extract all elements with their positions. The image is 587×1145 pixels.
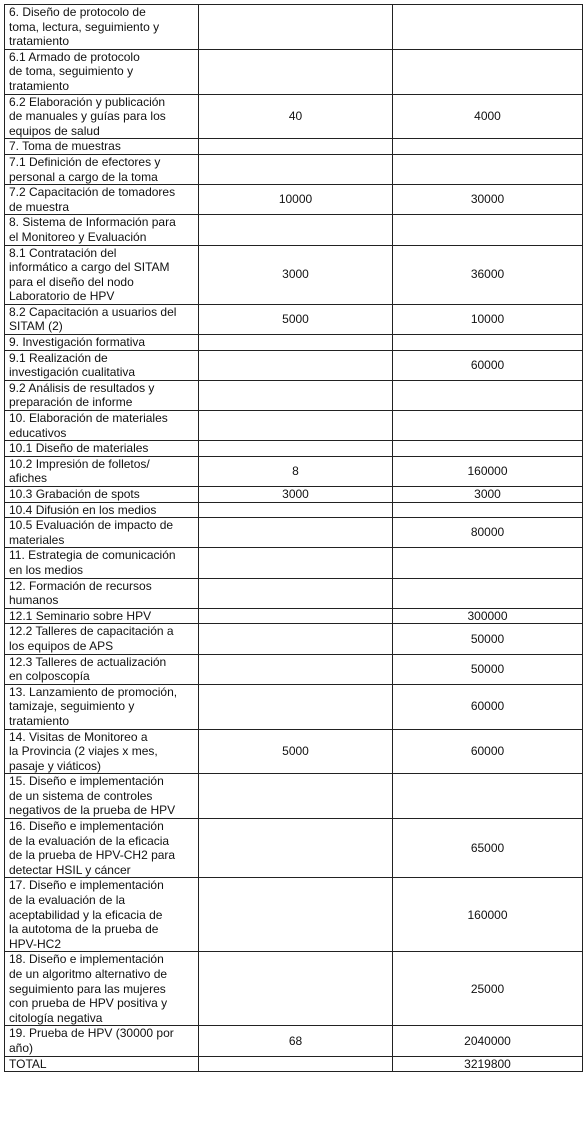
table-row xyxy=(5,304,583,334)
table-row xyxy=(5,154,583,184)
activity-cell: 11. Estrategia de comunicación en los medios xyxy=(5,548,199,578)
value-b-cell: 160000 xyxy=(393,878,583,952)
table-row xyxy=(5,94,583,139)
activity-cell: 12.3 Talleres de actualización en colposcopía xyxy=(5,654,199,684)
value-b-cell xyxy=(393,215,583,245)
activity-cell: 8. Sistema de Información para el Monitoreo y Evaluación xyxy=(5,215,199,245)
value-a-cell xyxy=(199,411,393,441)
value-a-cell xyxy=(199,654,393,684)
activity-cell: 6.1 Armado de protocolo de toma, seguimiento y tratamiento xyxy=(5,49,199,94)
value-b-cell: 36000 xyxy=(393,245,583,304)
value-a-cell: 8 xyxy=(199,456,393,486)
value-b-cell xyxy=(393,139,583,155)
activity-cell: 6.2 Elaboración y publicación de manuales y guías para los equipos de salud xyxy=(5,94,199,139)
table-row xyxy=(5,729,583,774)
value-a-cell xyxy=(199,380,393,410)
value-a-cell: 68 xyxy=(199,1026,393,1056)
value-a-cell xyxy=(199,878,393,952)
activity-cell: 8.2 Capacitación a usuarios del SITAM (2) xyxy=(5,304,199,334)
activity-cell: 10.5 Evaluación de impacto de materiales xyxy=(5,518,199,548)
value-a-cell xyxy=(199,154,393,184)
value-b-cell: 30000 xyxy=(393,185,583,215)
value-b-cell xyxy=(393,441,583,457)
table-row xyxy=(5,441,583,457)
activity-cell: 7. Toma de muestras xyxy=(5,139,199,155)
value-a-cell xyxy=(199,578,393,608)
activity-cell: 9.1 Realización de investigación cualitativa xyxy=(5,350,199,380)
table-row xyxy=(5,654,583,684)
value-b-cell: 25000 xyxy=(393,952,583,1026)
activity-cell: 9. Investigación formativa xyxy=(5,335,199,351)
activity-cell: 7.2 Capacitación de tomadores de muestra xyxy=(5,185,199,215)
table-row xyxy=(5,578,583,608)
table-row xyxy=(5,518,583,548)
value-b-cell: 300000 xyxy=(393,608,583,624)
value-a-cell: 40 xyxy=(199,94,393,139)
table-row xyxy=(5,819,583,878)
activity-cell: 12. Formación de recursos humanos xyxy=(5,578,199,608)
value-b-cell: 4000 xyxy=(393,94,583,139)
table-row xyxy=(5,380,583,410)
value-b-cell xyxy=(393,380,583,410)
activity-cell: 13. Lanzamiento de promoción, tamizaje, seguimiento y tratamiento xyxy=(5,684,199,729)
table-row xyxy=(5,350,583,380)
table-row xyxy=(5,608,583,624)
activity-cell: 15. Diseño e implementación de un sistema de controles negativos de la prueba de HPV xyxy=(5,774,199,819)
table-row xyxy=(5,185,583,215)
table-row xyxy=(5,335,583,351)
value-b-cell: 10000 xyxy=(393,304,583,334)
budget-table xyxy=(4,4,583,1072)
value-a-cell xyxy=(199,335,393,351)
value-a-cell xyxy=(199,441,393,457)
value-a-cell xyxy=(199,49,393,94)
table-row xyxy=(5,1056,583,1072)
activity-cell: 7.1 Definición de efectores y personal a cargo de la toma xyxy=(5,154,199,184)
table-row xyxy=(5,1026,583,1056)
value-b-cell: 3219800 xyxy=(393,1056,583,1072)
table-row xyxy=(5,456,583,486)
activity-cell: 10. Elaboración de materiales educativos xyxy=(5,411,199,441)
value-a-cell xyxy=(199,952,393,1026)
value-b-cell xyxy=(393,154,583,184)
value-b-cell xyxy=(393,548,583,578)
table-row xyxy=(5,215,583,245)
value-b-cell: 65000 xyxy=(393,819,583,878)
activity-cell: 8.1 Contratación del informático a cargo del SITAM para el diseño del nodo Laboratorio de HPV xyxy=(5,245,199,304)
activity-cell: 10.1 Diseño de materiales xyxy=(5,441,199,457)
value-a-cell xyxy=(199,350,393,380)
table-row xyxy=(5,49,583,94)
value-b-cell: 60000 xyxy=(393,729,583,774)
value-a-cell: 5000 xyxy=(199,304,393,334)
value-b-cell: 2040000 xyxy=(393,1026,583,1056)
activity-cell: 6. Diseño de protocolo de toma, lectura, seguimiento y tratamiento xyxy=(5,5,199,50)
table-row xyxy=(5,502,583,518)
budget-table-body xyxy=(5,5,583,1072)
table-row xyxy=(5,548,583,578)
value-a-cell xyxy=(199,215,393,245)
value-a-cell: 3000 xyxy=(199,245,393,304)
value-a-cell xyxy=(199,774,393,819)
activity-cell: 12.1 Seminario sobre HPV xyxy=(5,608,199,624)
value-b-cell xyxy=(393,5,583,50)
activity-cell: 9.2 Análisis de resultados y preparación de informe xyxy=(5,380,199,410)
table-row xyxy=(5,878,583,952)
value-a-cell xyxy=(199,819,393,878)
value-b-cell: 50000 xyxy=(393,624,583,654)
table-row xyxy=(5,684,583,729)
activity-cell: TOTAL xyxy=(5,1056,199,1072)
value-b-cell xyxy=(393,502,583,518)
value-a-cell xyxy=(199,684,393,729)
value-b-cell xyxy=(393,774,583,819)
activity-cell: 10.3 Grabación de spots xyxy=(5,487,199,503)
activity-cell: 17. Diseño e implementación de la evaluación de la aceptabilidad y la eficacia de la autotoma de la prueba de HPV-HC2 xyxy=(5,878,199,952)
activity-cell: 10.4 Difusión en los medios xyxy=(5,502,199,518)
value-a-cell: 3000 xyxy=(199,487,393,503)
activity-cell: 10.2 Impresión de folletos/ afiches xyxy=(5,456,199,486)
table-row xyxy=(5,774,583,819)
value-b-cell xyxy=(393,578,583,608)
table-row xyxy=(5,487,583,503)
value-b-cell xyxy=(393,49,583,94)
table-row xyxy=(5,624,583,654)
table-row xyxy=(5,245,583,304)
value-a-cell xyxy=(199,624,393,654)
value-a-cell xyxy=(199,1056,393,1072)
value-a-cell xyxy=(199,5,393,50)
value-b-cell: 60000 xyxy=(393,684,583,729)
value-b-cell: 50000 xyxy=(393,654,583,684)
value-a-cell xyxy=(199,608,393,624)
value-a-cell xyxy=(199,139,393,155)
value-a-cell: 10000 xyxy=(199,185,393,215)
table-row xyxy=(5,952,583,1026)
table-row xyxy=(5,139,583,155)
value-b-cell: 3000 xyxy=(393,487,583,503)
value-a-cell xyxy=(199,502,393,518)
value-b-cell xyxy=(393,335,583,351)
value-b-cell: 60000 xyxy=(393,350,583,380)
value-b-cell: 80000 xyxy=(393,518,583,548)
value-b-cell xyxy=(393,411,583,441)
activity-cell: 19. Prueba de HPV (30000 por año) xyxy=(5,1026,199,1056)
activity-cell: 14. Visitas de Monitoreo a la Provincia (2 viajes x mes, pasaje y viáticos) xyxy=(5,729,199,774)
value-b-cell: 160000 xyxy=(393,456,583,486)
value-a-cell xyxy=(199,518,393,548)
table-row xyxy=(5,5,583,50)
activity-cell: 16. Diseño e implementación de la evaluación de la eficacia de la prueba de HPV-CH2 para detectar HSIL y cáncer xyxy=(5,819,199,878)
activity-cell: 12.2 Talleres de capacitación a los equipos de APS xyxy=(5,624,199,654)
value-a-cell xyxy=(199,548,393,578)
value-a-cell: 5000 xyxy=(199,729,393,774)
activity-cell: 18. Diseño e implementación de un algoritmo alternativo de seguimiento para las mujeres con prueba de HPV positiva y citología negativa xyxy=(5,952,199,1026)
table-row xyxy=(5,411,583,441)
